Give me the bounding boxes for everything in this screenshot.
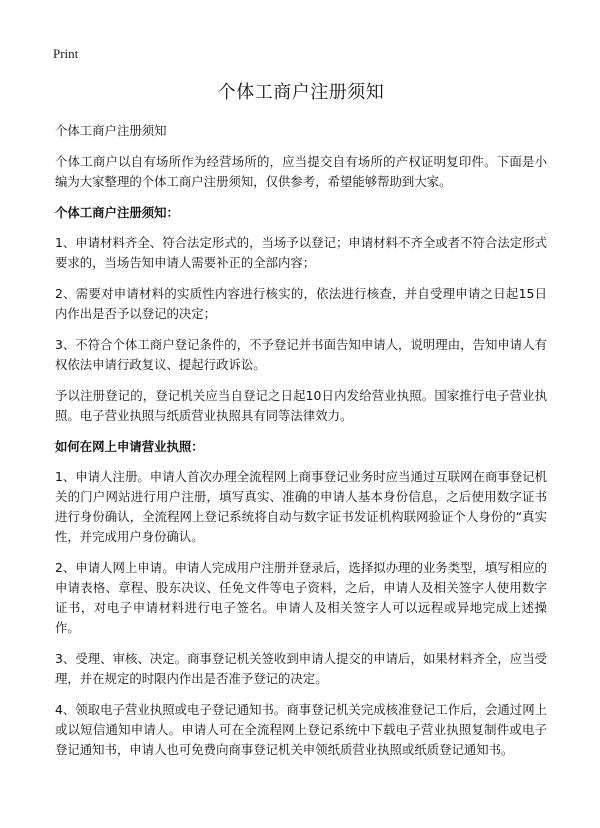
notice-paragraph-1: 1、申请材料齐全、符合法定形式的，当场予以登记；申请材料不齐全或者不符合法定形式要求的，当场告知申请人需要补正的全部内容； — [55, 235, 547, 270]
notice-paragraph-3: 3、不符合个体工商户登记条件的，不予登记并书面告知申请人，说明理由，告知申请人有权依法申请行政复议、提起行政诉讼。 — [55, 337, 547, 372]
online-step-3: 3、受理、审核、决定。商事登记机关签收到申请人提交的申请后，如果材料齐全，应当受理，并在规定的时限内作出是否准予登记的决定。 — [55, 651, 547, 686]
notice-paragraph-4: 予以注册登记的，登记机关应当自登记之日起10日内发给营业执照。国家推行电子营业执照。电子营业执照与纸质营业执照具有同等法律效力。 — [55, 388, 547, 423]
document — [55, 80, 547, 771]
online-step-2: 2、申请人网上申请。申请人完成用户注册并登录后，选择拟办理的业务类型，填写相应的申请表格、章程、股东决议、任免文件等电子资料，之后，申请人及相关签字人使用数字证书，对电子申请材料进行电子签名。申请人及相关签字人可以远程或异地完成上述操作。 — [55, 560, 547, 635]
document-subtitle: 个体工商户注册须知 — [55, 123, 167, 138]
online-step-4: 4、领取电子营业执照或电子登记通知书。商事登记机关完成核准登记工作后，会通过网上或以短信通知申请人。申请人可在全流程网上登记系统中下载电子营业执照复制件或电子登记通知书，申请人也可免费向商事登记机关申领纸质营业执照或纸质登记通知书。 — [55, 702, 547, 757]
print-link[interactable]: Print — [53, 46, 79, 61]
notice-paragraph-2: 2、需要对申请材料的实质性内容进行核实的，依法进行核查，并自受理申请之日起15日内作出是否予以登记的决定； — [55, 286, 547, 321]
intro-paragraph: 个体工商户以自有场所作为经营场所的，应当提交自有场所的产权证明复印件。下面是小编为大家整理的个体工商户注册须知，仅供参考，希望能够帮助到大家。 — [55, 154, 547, 189]
online-step-1: 1、申请人注册。申请人首次办理全流程网上商事登记业务时应当通过互联网在商事登记机关的门户网站进行用户注册，填写真实、准确的申请人基本身份信息，之后使用数字证书进行身份确认，全流程网上登记系统将自动与数字证书发证机构联网验证个人身份的“真实性，并完成用户身份确认。 — [55, 469, 547, 544]
section-heading-online-application: 如何在网上申请营业执照： — [55, 439, 204, 454]
section-heading-notice: 个体工商户注册须知： — [55, 205, 179, 220]
page-title: 个体工商户注册须知 — [217, 82, 385, 103]
